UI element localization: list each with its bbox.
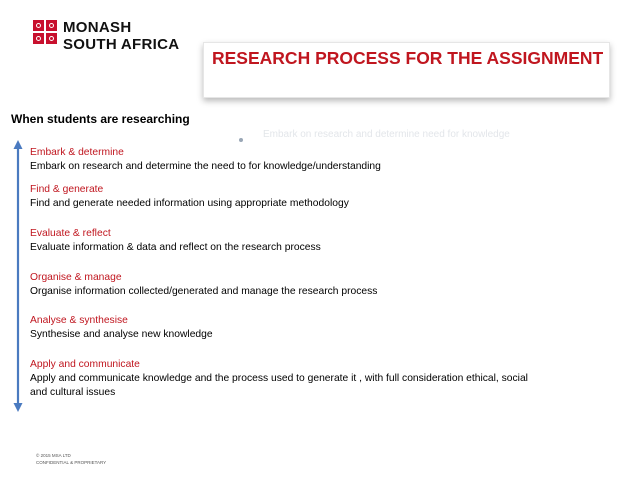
logo-wordmark	[63, 19, 179, 53]
logo-line-2: SOUTH AFRICA	[63, 36, 180, 53]
step-description: Apply and communicate knowledge and the process used to generate it , with full consideration ethical, social	[30, 373, 528, 384]
step-label: Organise & manage	[30, 272, 122, 283]
footer-copyright	[36, 452, 106, 466]
double-arrow-icon	[11, 140, 25, 412]
faded-bullet-text: Embark on research and determine need for knowledge	[263, 129, 510, 140]
step-find	[30, 183, 349, 211]
logo-line-1: MONASH	[63, 19, 132, 36]
title-banner	[203, 42, 610, 98]
logo-emblem-cell	[33, 33, 44, 44]
step-description: Embark on research and determine the need to for knowledge/understanding	[30, 161, 381, 172]
step-label: Apply and communicate	[30, 359, 140, 370]
step-description: Organise information collected/generated and manage the research process	[30, 286, 378, 297]
step-label: Find & generate	[30, 184, 104, 195]
step-embark	[30, 146, 381, 174]
step-description: Synthesise and analyse new knowledge	[30, 329, 213, 340]
page-title: RESEARCH PROCESS FOR THE ASSIGNMENT	[212, 48, 604, 68]
step-label: Embark & determine	[30, 147, 124, 158]
logo-emblem-cell	[46, 20, 57, 31]
logo-emblem-cell	[46, 33, 57, 44]
bullet-icon	[239, 138, 243, 142]
step-evaluate	[30, 227, 321, 255]
step-label: Evaluate & reflect	[30, 228, 111, 239]
step-description-continued: and cultural issues	[30, 387, 116, 398]
step-organise	[30, 271, 377, 299]
footer-line-1: © 2015 MSA LTD	[36, 453, 71, 458]
footer-line-2: CONFIDENTIAL & PROPRIETARY	[36, 460, 107, 465]
step-analyse	[30, 314, 213, 342]
step-description: Evaluate information & data and reflect on the research process	[30, 242, 321, 253]
step-label: Analyse & synthesise	[30, 315, 128, 326]
monash-logo	[33, 19, 179, 53]
section-heading: When students are researching	[11, 112, 190, 126]
step-apply	[30, 358, 528, 400]
logo-emblem-icon	[33, 20, 57, 53]
step-description: Find and generate needed information using appropriate methodology	[30, 198, 349, 209]
logo-emblem-cell	[33, 20, 44, 31]
